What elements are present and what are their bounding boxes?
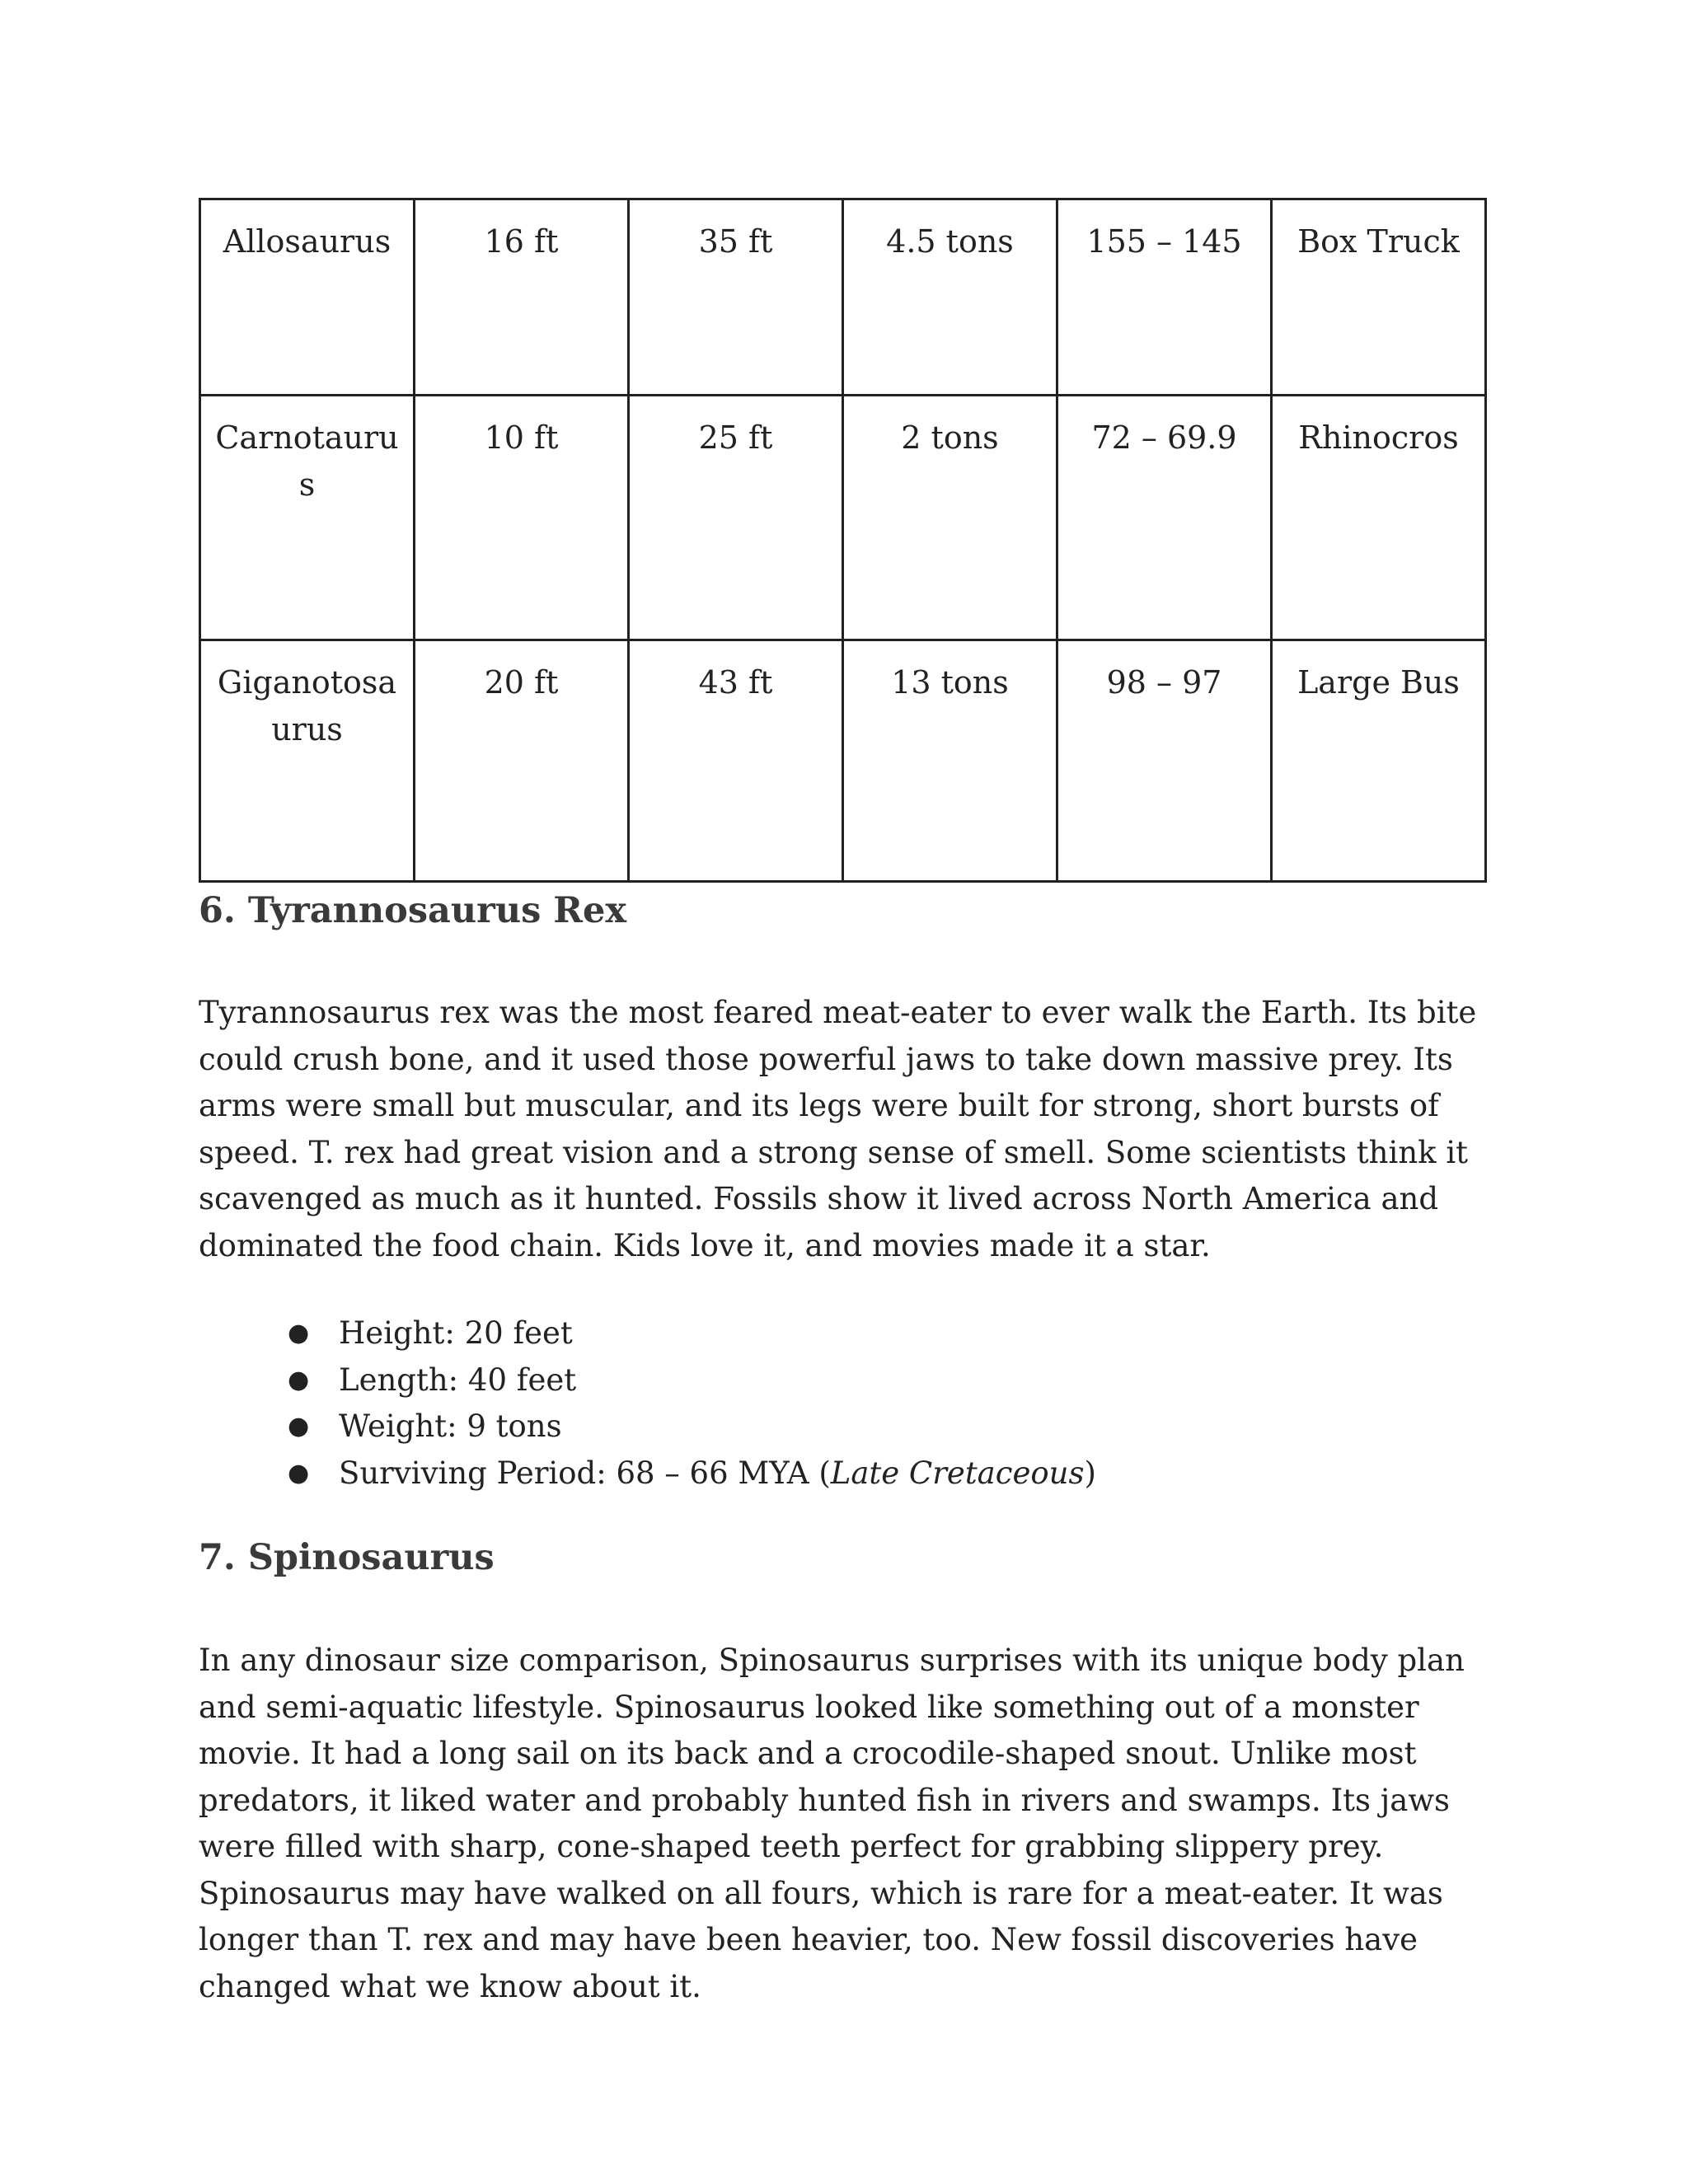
table-cell-height: 16 ft [415,199,629,396]
table-cell-length: 25 ft [629,396,843,640]
document-page [199,198,1484,2010]
table-cell-length: 35 ft [629,199,843,396]
table-row [200,396,1486,640]
fact-weight: Weight: 9 tons [339,1408,562,1444]
dinosaur-comparison-table [199,198,1487,883]
trex-paragraph: Tyrannosaurus rex was the most feared meat-eater to ever walk the Earth. Its bite could crush bone, and it used those powerful jaws to take down massive prey. Its arms were small but muscular, and its legs were built for strong, short bursts of speed. T. rex had great vision and a strong sense of smell. Some scientists think it scavenged as much as it hunted. Fossils show it lived across North America and dominated the food chain. Kids love it, and movies made it a star. [199,995,1477,1263]
table-cell-height: 20 ft [415,640,629,882]
fact-period-close: ) [1084,1455,1096,1491]
spinosaurus-paragraph: In any dinosaur size comparison, Spinosaurus surprises with its unique body plan and semi-aquatic lifestyle. Spinosaurus looked like something out of a monster movie. It had a long sail on its back and a crocodile-shaped snout. Unlike most predators, it liked water and probably hunted fish in rivers and swamps. Its jaws were filled with sharp, cone-shaped teeth perfect for grabbing slippery prey. Spinosaurus may have walked on all fours, which is rare for a meat-eater. It was longer than T. rex and may have been heavier, too. New fossil discoveries have changed what we know about it. [199,1643,1465,2004]
table-cell-length: 43 ft [629,640,843,882]
table-cell-weight: 4.5 tons [843,199,1057,396]
table-cell-period: 98 – 97 [1057,640,1272,882]
section-heading-trex: 6. Tyrannosaurus Rex [199,890,627,931]
fact-height: Height: 20 feet [339,1315,573,1351]
table-cell-period: 72 – 69.9 [1057,396,1272,640]
table-cell-period: 155 – 145 [1057,199,1272,396]
bullet-icon: ● [288,1412,310,1441]
table-row [200,640,1486,882]
table-cell-comparison: Box Truck [1272,199,1486,396]
bullet-icon: ● [288,1365,310,1394]
table-cell-name: Giganotosaurus [200,640,415,882]
list-item [288,1404,1484,1451]
trex-facts-list [199,1310,1484,1497]
bullet-icon: ● [288,1458,310,1488]
fact-period-label: Surviving Period: 68 – 66 MYA ( [339,1455,831,1491]
table-row [200,199,1486,396]
fact-period-era: Late Cretaceous [830,1455,1085,1491]
table-cell-weight: 2 tons [843,396,1057,640]
table-cell-comparison: Large Bus [1272,640,1486,882]
table-cell-weight: 13 tons [843,640,1057,882]
list-item [288,1310,1484,1357]
bullet-icon: ● [288,1319,310,1347]
table-cell-name: Allosaurus [200,199,415,396]
fact-length: Length: 40 feet [339,1361,577,1398]
table-cell-height: 10 ft [415,396,629,640]
table-cell-name: Carnotaurus [200,396,415,640]
list-item [288,1451,1484,1497]
list-item [288,1357,1484,1404]
section-heading-spinosaurus: 7. Spinosaurus [199,1537,495,1578]
table-cell-comparison: Rhinocros [1272,396,1486,640]
